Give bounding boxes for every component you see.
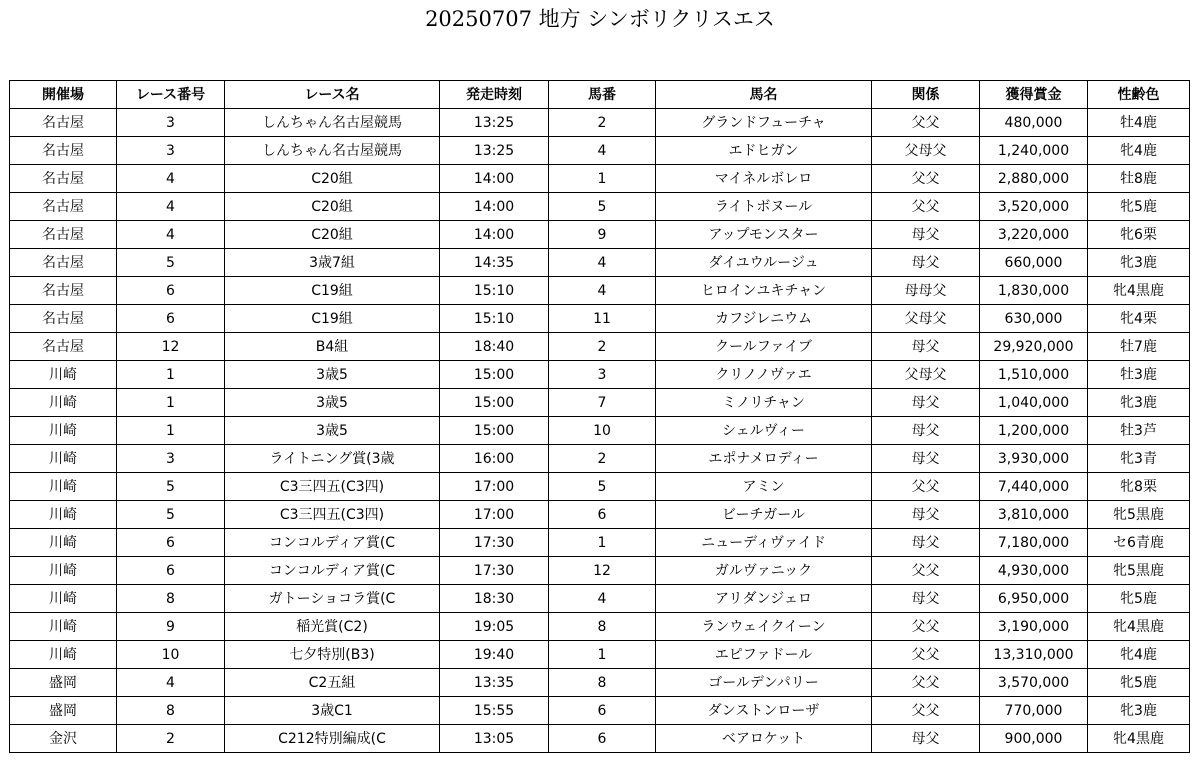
horse-number-cell: 3: [549, 361, 656, 389]
horse-number-cell: 5: [549, 193, 656, 221]
race-number-cell: 3: [117, 137, 225, 165]
race-number-cell: 5: [117, 249, 225, 277]
prize-cell: 1,040,000: [980, 389, 1088, 417]
prize-cell: 3,520,000: [980, 193, 1088, 221]
relation-cell: 父父: [872, 669, 980, 697]
horse-number-cell: 2: [549, 445, 656, 473]
race-number-cell: 6: [117, 277, 225, 305]
post-time-cell: 14:00: [440, 221, 549, 249]
sex-age-color-cell: 牡3鹿: [1088, 361, 1190, 389]
table-header-row: [10, 81, 1190, 109]
post-time-cell: 15:00: [440, 417, 549, 445]
race-number-cell: 4: [117, 669, 225, 697]
venue-cell: 名古屋: [10, 137, 117, 165]
prize-cell: 1,200,000: [980, 417, 1088, 445]
prize-cell: 7,440,000: [980, 473, 1088, 501]
venue-cell: 名古屋: [10, 109, 117, 137]
table-row: [10, 669, 1190, 697]
table-row: [10, 277, 1190, 305]
horse-name-cell: カフジレニウム: [656, 305, 872, 333]
race-name-cell: ライトニング賞(3歳: [225, 445, 440, 473]
relation-cell: 父父: [872, 697, 980, 725]
race-number-cell: 1: [117, 361, 225, 389]
sex-age-color-cell: 牝5鹿: [1088, 585, 1190, 613]
header-venue: 開催場: [10, 81, 117, 109]
sex-age-color-cell: 牝6栗: [1088, 221, 1190, 249]
header-sex-age-color: 性齢色: [1088, 81, 1190, 109]
post-time-cell: 15:10: [440, 277, 549, 305]
race-name-cell: しんちゃん名古屋競馬: [225, 109, 440, 137]
race-name-cell: 3歳5: [225, 389, 440, 417]
race-number-cell: 9: [117, 613, 225, 641]
race-number-cell: 5: [117, 473, 225, 501]
race-name-cell: 稲光賞(C2): [225, 613, 440, 641]
race-name-cell: コンコルディア賞(C: [225, 557, 440, 585]
sex-age-color-cell: 牡7鹿: [1088, 333, 1190, 361]
prize-cell: 2,880,000: [980, 165, 1088, 193]
prize-cell: 29,920,000: [980, 333, 1088, 361]
sex-age-color-cell: 牝3鹿: [1088, 697, 1190, 725]
prize-cell: 6,950,000: [980, 585, 1088, 613]
horse-number-cell: 8: [549, 669, 656, 697]
relation-cell: 母父: [872, 445, 980, 473]
race-name-cell: 3歳5: [225, 361, 440, 389]
relation-cell: 母父: [872, 333, 980, 361]
prize-cell: 3,220,000: [980, 221, 1088, 249]
table-row: [10, 389, 1190, 417]
prize-cell: 480,000: [980, 109, 1088, 137]
venue-cell: 川崎: [10, 501, 117, 529]
page-title: 20250707 地方 シンボリクリスエス: [425, 7, 775, 31]
table-row: [10, 585, 1190, 613]
post-time-cell: 13:25: [440, 137, 549, 165]
post-time-cell: 19:40: [440, 641, 549, 669]
sex-age-color-cell: 牝4鹿: [1088, 641, 1190, 669]
venue-cell: 川崎: [10, 641, 117, 669]
venue-cell: 川崎: [10, 585, 117, 613]
horse-number-cell: 2: [549, 109, 656, 137]
horse-name-cell: ニューディヴァイド: [656, 529, 872, 557]
table-row: [10, 305, 1190, 333]
relation-cell: 父父: [872, 473, 980, 501]
venue-cell: 名古屋: [10, 221, 117, 249]
horse-name-cell: ライトボヌール: [656, 193, 872, 221]
horse-number-cell: 4: [549, 277, 656, 305]
table-row: [10, 249, 1190, 277]
table-row: [10, 165, 1190, 193]
prize-cell: 1,510,000: [980, 361, 1088, 389]
prize-cell: 7,180,000: [980, 529, 1088, 557]
venue-cell: 盛岡: [10, 669, 117, 697]
table-row: [10, 109, 1190, 137]
venue-cell: 名古屋: [10, 193, 117, 221]
sex-age-color-cell: 牝3青: [1088, 445, 1190, 473]
race-name-cell: しんちゃん名古屋競馬: [225, 137, 440, 165]
horse-number-cell: 11: [549, 305, 656, 333]
table-row: [10, 529, 1190, 557]
post-time-cell: 14:00: [440, 193, 549, 221]
horse-number-cell: 6: [549, 501, 656, 529]
race-number-cell: 6: [117, 557, 225, 585]
horse-number-cell: 12: [549, 557, 656, 585]
horse-number-cell: 4: [549, 137, 656, 165]
race-name-cell: C20組: [225, 165, 440, 193]
race-number-cell: 6: [117, 305, 225, 333]
relation-cell: 父母父: [872, 305, 980, 333]
relation-cell: 父父: [872, 613, 980, 641]
race-name-cell: C212特別編成(C: [225, 725, 440, 753]
relation-cell: 父父: [872, 641, 980, 669]
horse-number-cell: 9: [549, 221, 656, 249]
horse-name-cell: ガルヴァニック: [656, 557, 872, 585]
horse-name-cell: ランウェイクイーン: [656, 613, 872, 641]
venue-cell: 名古屋: [10, 333, 117, 361]
relation-cell: 母父: [872, 221, 980, 249]
relation-cell: 母父: [872, 585, 980, 613]
post-time-cell: 15:00: [440, 389, 549, 417]
race-number-cell: 12: [117, 333, 225, 361]
table-row: [10, 697, 1190, 725]
horse-name-cell: アリダンジェロ: [656, 585, 872, 613]
horse-name-cell: エピファドール: [656, 641, 872, 669]
table-row: [10, 361, 1190, 389]
horse-name-cell: ベアロケット: [656, 725, 872, 753]
relation-cell: 父父: [872, 109, 980, 137]
horse-name-cell: アップモンスター: [656, 221, 872, 249]
sex-age-color-cell: セ6青鹿: [1088, 529, 1190, 557]
post-time-cell: 14:35: [440, 249, 549, 277]
venue-cell: 川崎: [10, 473, 117, 501]
horse-number-cell: 6: [549, 725, 656, 753]
race-name-cell: コンコルディア賞(C: [225, 529, 440, 557]
relation-cell: 父父: [872, 193, 980, 221]
relation-cell: 父母父: [872, 361, 980, 389]
race-name-cell: 3歳C1: [225, 697, 440, 725]
race-name-cell: C19組: [225, 277, 440, 305]
post-time-cell: 17:30: [440, 529, 549, 557]
post-time-cell: 13:05: [440, 725, 549, 753]
horse-number-cell: 1: [549, 529, 656, 557]
horse-number-cell: 7: [549, 389, 656, 417]
header-horse-number: 馬番: [549, 81, 656, 109]
venue-cell: 川崎: [10, 389, 117, 417]
prize-cell: 1,240,000: [980, 137, 1088, 165]
horse-number-cell: 10: [549, 417, 656, 445]
venue-cell: 川崎: [10, 445, 117, 473]
sex-age-color-cell: 牡8鹿: [1088, 165, 1190, 193]
race-name-cell: ガトーショコラ賞(C: [225, 585, 440, 613]
sex-age-color-cell: 牝4栗: [1088, 305, 1190, 333]
relation-cell: 母父: [872, 249, 980, 277]
sex-age-color-cell: 牝3鹿: [1088, 249, 1190, 277]
race-number-cell: 3: [117, 109, 225, 137]
race-name-cell: C20組: [225, 193, 440, 221]
prize-cell: 3,810,000: [980, 501, 1088, 529]
horse-number-cell: 1: [549, 641, 656, 669]
table-row: [10, 557, 1190, 585]
race-number-cell: 6: [117, 529, 225, 557]
venue-cell: 金沢: [10, 725, 117, 753]
horse-name-cell: ビーチガール: [656, 501, 872, 529]
header-race-name: レース名: [225, 81, 440, 109]
sex-age-color-cell: 牝5鹿: [1088, 669, 1190, 697]
prize-cell: 3,190,000: [980, 613, 1088, 641]
post-time-cell: 18:30: [440, 585, 549, 613]
header-post-time: 発走時刻: [440, 81, 549, 109]
table-row: [10, 501, 1190, 529]
header-relation: 関係: [872, 81, 980, 109]
prize-cell: 1,830,000: [980, 277, 1088, 305]
venue-cell: 川崎: [10, 529, 117, 557]
horse-number-cell: 5: [549, 473, 656, 501]
relation-cell: 母父: [872, 725, 980, 753]
relation-cell: 父母父: [872, 137, 980, 165]
post-time-cell: 18:40: [440, 333, 549, 361]
race-number-cell: 8: [117, 697, 225, 725]
table-row: [10, 137, 1190, 165]
relation-cell: 母父: [872, 417, 980, 445]
sex-age-color-cell: 牝5黒鹿: [1088, 557, 1190, 585]
relation-cell: 母父: [872, 389, 980, 417]
sex-age-color-cell: 牝4鹿: [1088, 137, 1190, 165]
sex-age-color-cell: 牝5黒鹿: [1088, 501, 1190, 529]
table-row: [10, 221, 1190, 249]
race-number-cell: 8: [117, 585, 225, 613]
table-row: [10, 641, 1190, 669]
relation-cell: 母父: [872, 501, 980, 529]
post-time-cell: 17:00: [440, 473, 549, 501]
table-row: [10, 725, 1190, 753]
race-name-cell: 七夕特別(B3): [225, 641, 440, 669]
table-body: [10, 109, 1190, 753]
post-time-cell: 13:35: [440, 669, 549, 697]
horse-number-cell: 1: [549, 165, 656, 193]
horse-name-cell: シェルヴィー: [656, 417, 872, 445]
post-time-cell: 19:05: [440, 613, 549, 641]
table-row: [10, 445, 1190, 473]
venue-cell: 川崎: [10, 613, 117, 641]
table-row: [10, 473, 1190, 501]
prize-cell: 630,000: [980, 305, 1088, 333]
relation-cell: 父父: [872, 165, 980, 193]
post-time-cell: 14:00: [440, 165, 549, 193]
horse-name-cell: ミノリチャン: [656, 389, 872, 417]
horse-name-cell: エドヒガン: [656, 137, 872, 165]
race-number-cell: 4: [117, 221, 225, 249]
venue-cell: 川崎: [10, 361, 117, 389]
table-row: [10, 333, 1190, 361]
venue-cell: 盛岡: [10, 697, 117, 725]
relation-cell: 母父: [872, 529, 980, 557]
table-row: [10, 417, 1190, 445]
horse-name-cell: アミン: [656, 473, 872, 501]
sex-age-color-cell: 牝3鹿: [1088, 389, 1190, 417]
horse-name-cell: ゴールデンパリー: [656, 669, 872, 697]
post-time-cell: 15:00: [440, 361, 549, 389]
race-name-cell: C20組: [225, 221, 440, 249]
venue-cell: 名古屋: [10, 305, 117, 333]
race-number-cell: 1: [117, 417, 225, 445]
relation-cell: 父父: [872, 557, 980, 585]
prize-cell: 3,930,000: [980, 445, 1088, 473]
horse-name-cell: グランドフューチャ: [656, 109, 872, 137]
sex-age-color-cell: 牝5鹿: [1088, 193, 1190, 221]
race-name-cell: C19組: [225, 305, 440, 333]
race-number-cell: 10: [117, 641, 225, 669]
race-number-cell: 5: [117, 501, 225, 529]
table-row: [10, 193, 1190, 221]
horse-name-cell: クリノノヴァエ: [656, 361, 872, 389]
venue-cell: 名古屋: [10, 277, 117, 305]
horse-name-cell: ダンストンローザ: [656, 697, 872, 725]
race-name-cell: C2五組: [225, 669, 440, 697]
sex-age-color-cell: 牡3芦: [1088, 417, 1190, 445]
sex-age-color-cell: 牡4鹿: [1088, 109, 1190, 137]
post-time-cell: 16:00: [440, 445, 549, 473]
horse-name-cell: ヒロインユキチャン: [656, 277, 872, 305]
horse-name-cell: マイネルボレロ: [656, 165, 872, 193]
sex-age-color-cell: 牝4黒鹿: [1088, 725, 1190, 753]
race-name-cell: 3歳7組: [225, 249, 440, 277]
results-table: [9, 80, 1190, 753]
horse-number-cell: 6: [549, 697, 656, 725]
horse-number-cell: 4: [549, 249, 656, 277]
relation-cell: 母母父: [872, 277, 980, 305]
horse-number-cell: 2: [549, 333, 656, 361]
post-time-cell: 17:30: [440, 557, 549, 585]
post-time-cell: 13:25: [440, 109, 549, 137]
prize-cell: 4,930,000: [980, 557, 1088, 585]
sex-age-color-cell: 牝8栗: [1088, 473, 1190, 501]
horse-name-cell: クールファイブ: [656, 333, 872, 361]
header-prize: 獲得賞金: [980, 81, 1088, 109]
post-time-cell: 15:10: [440, 305, 549, 333]
venue-cell: 川崎: [10, 417, 117, 445]
prize-cell: 13,310,000: [980, 641, 1088, 669]
race-number-cell: 1: [117, 389, 225, 417]
race-name-cell: B4組: [225, 333, 440, 361]
prize-cell: 900,000: [980, 725, 1088, 753]
venue-cell: 名古屋: [10, 165, 117, 193]
post-time-cell: 15:55: [440, 697, 549, 725]
sex-age-color-cell: 牝4黒鹿: [1088, 277, 1190, 305]
race-number-cell: 3: [117, 445, 225, 473]
header-race-number: レース番号: [117, 81, 225, 109]
race-number-cell: 4: [117, 193, 225, 221]
race-name-cell: 3歳5: [225, 417, 440, 445]
horse-name-cell: ダイユウルージュ: [656, 249, 872, 277]
horse-number-cell: 4: [549, 585, 656, 613]
prize-cell: 770,000: [980, 697, 1088, 725]
venue-cell: 川崎: [10, 557, 117, 585]
horse-name-cell: エポナメロディー: [656, 445, 872, 473]
race-name-cell: C3三四五(C3四): [225, 473, 440, 501]
horse-number-cell: 8: [549, 613, 656, 641]
table-row: [10, 613, 1190, 641]
venue-cell: 名古屋: [10, 249, 117, 277]
prize-cell: 660,000: [980, 249, 1088, 277]
race-number-cell: 2: [117, 725, 225, 753]
race-name-cell: C3三四五(C3四): [225, 501, 440, 529]
race-number-cell: 4: [117, 165, 225, 193]
prize-cell: 3,570,000: [980, 669, 1088, 697]
header-horse-name: 馬名: [656, 81, 872, 109]
sex-age-color-cell: 牝4黒鹿: [1088, 613, 1190, 641]
post-time-cell: 17:00: [440, 501, 549, 529]
